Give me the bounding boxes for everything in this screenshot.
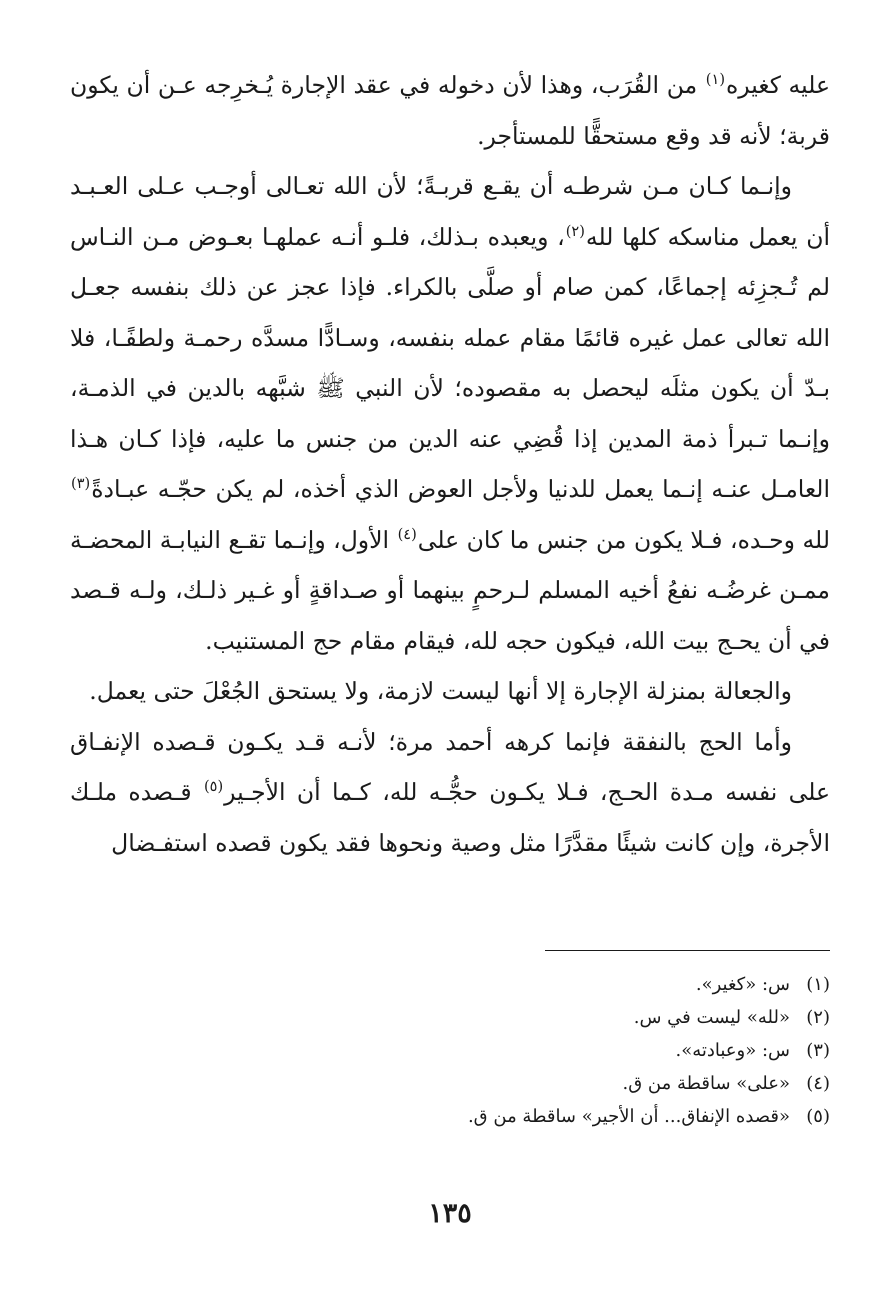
footnote-reference: (٤) [397, 525, 417, 543]
footnote-number: (٢) [806, 1007, 830, 1028]
text-run: والجعالة بمنزلة الإجارة إلا أنها ليست لازمة، ولا يستحق الجُعْلَ حتى يعمل. [89, 677, 792, 705]
footnote-text: س: «وعبادته». [675, 1040, 790, 1061]
footnote-item [70, 1100, 830, 1133]
footnote-reference: (٣) [71, 475, 91, 493]
footnote-item [70, 1067, 830, 1100]
footnote-item [70, 1034, 830, 1067]
footnote-number: (٥) [806, 1106, 830, 1127]
footnote-item [70, 1001, 830, 1034]
text-run: الأول، وإنـما تقـع النيابـة المحضـة ممـن غرضُـه نفعُ أخيه المسلم لـرحمٍ بينهما أو صـداقةٍ أو غـير ذلـك، ولـه قـصد في أن يحـج بيت الله، فيكون حجه لله، فيقام مقام حج المستنيب. [70, 525, 830, 655]
text-run: وأما الحج بالنفقة فإنما كرهه أحمد مرة؛ لأنـه قـد يكـون قـصده الإنفـاق على نفسه مـدة الحـج، فـلا يكـون حجُّـه لله، كـما أن الأجـير [70, 727, 830, 806]
footnotes-list [70, 968, 830, 1133]
footnote-item [70, 968, 830, 1001]
footnote-number: (١) [806, 974, 830, 995]
text-run: وإنـما كـان مـن شرطـه أن يقـع قربـةً؛ لأن الله تعـالى أوجـب عـلى العـبـد أن يعمل مناسكه كلها لله [70, 172, 830, 251]
footnote-text: س: «كغير». [695, 974, 790, 995]
footnote-text: «لله» ليست في س. [633, 1007, 790, 1028]
main-text [70, 60, 830, 868]
page-number: ١٣٥ [428, 1198, 472, 1229]
text-run: عليه كغيره [726, 71, 831, 99]
text-run: قـصده ملـك الأجرة، وإن كانت شيئًا مقدَّرًا مثل وصية ونحوها فقد يكون قصده استفـضال [70, 778, 830, 857]
paragraph [70, 60, 830, 161]
footnote-number: (٣) [806, 1040, 830, 1061]
text-run: لله وحـده، فـلا يكون من جنس ما كان على [417, 525, 830, 554]
text-run: من القُرَب، وهذا لأن دخوله في عقد الإجارة يُـخرِجه عـن أن يكون قربة؛ لأنه قد وقع مستحقًّا للمستأجر. [70, 71, 830, 150]
text-run: ، ويعبده بـذلك، فلـو أنـه عملهـا بعـوض مـن النـاس لم تُـجزِئه إجماعًا، كمن صام أو صلَّى بالكراء. فإذا عجز عن ذلك بنفسه جعـل الله تعالى عمل غيره قائمًا مقام عمله بنفسه، وسـادًّا مسدَّه رحمـة ولطفًـا، فلا بـدّ أن يكون مثلَه ليحصل به مقصوده؛ لأن النبي ﷺ شبَّهه بالدين في الذمـة، وإنـما تـبرأ ذمة المدين إذا قُضِي عنه الدين من جنس ما عليه، فإذا كـان هـذا العامـل عنـه إنـما يعمل للدنيا ولأجل العوض الذي أخذه، لم يكن حجّـه عبـادةً [70, 222, 830, 503]
footnote-reference: (٢) [565, 222, 585, 240]
footnote-reference: (١) [705, 71, 725, 89]
footnote-text: «على» ساقطة من ق. [622, 1073, 790, 1094]
paragraph [70, 666, 830, 717]
paragraph [70, 717, 830, 869]
footnote-separator [545, 950, 830, 951]
paragraph [70, 161, 830, 666]
footnote-reference: (٥) [203, 778, 224, 796]
book-page [70, 60, 830, 1240]
footnote-text: «قصده الإنفاق... أن الأجير» ساقطة من ق. [467, 1106, 790, 1127]
footnote-number: (٤) [806, 1073, 830, 1094]
